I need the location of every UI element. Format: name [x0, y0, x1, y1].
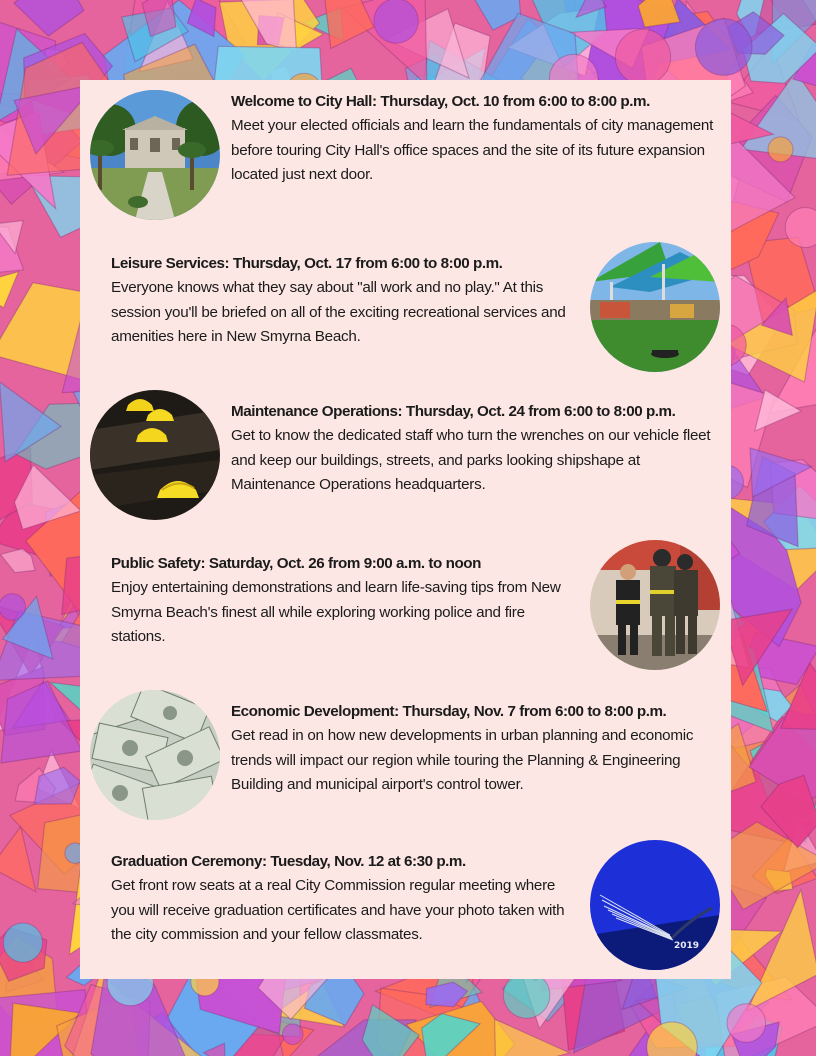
- event-economic-development: [90, 690, 721, 820]
- event-description: Get read in on how new developments in urban planning and economic trends will impact our region while touring the Planning & Engineering Building and municipal airport's control tower.: [231, 727, 694, 794]
- glass-circle: [374, 0, 418, 43]
- glass-circle: [3, 923, 42, 962]
- hard-hats-photo: [90, 390, 220, 520]
- graduation-cap-tassel-photo: [590, 840, 720, 970]
- event-description: Get to know the dedicated staff who turn the wrenches on our vehicle fleet and keep our buildings, streets, and parks looking shipshape at Maintenance Operations headquarters.: [231, 427, 711, 494]
- event-title: Welcome to City Hall: Thursday, Oct. 10 from 6:00 to 8:00 p.m.: [231, 93, 650, 110]
- event-title: Leisure Services: Thursday, Oct. 17 from 6:00 to 8:00 p.m.: [111, 255, 503, 272]
- glass-circle: [695, 19, 752, 76]
- glass-circle: [727, 1004, 766, 1043]
- dollar-bills-photo: [90, 690, 220, 820]
- glass-circle: [283, 1024, 304, 1045]
- glass-circle: [0, 594, 26, 621]
- glass-circle: [615, 29, 670, 84]
- event-public-safety: [111, 540, 721, 670]
- tassel-year: 2019: [674, 941, 700, 951]
- event-leisure-services: [111, 242, 721, 372]
- city-hall-photo: [90, 90, 220, 220]
- glass-shard: [638, 0, 680, 27]
- event-title: Economic Development: Thursday, Nov. 7 from 6:00 to 8:00 p.m.: [231, 703, 667, 720]
- firefighters-photo: [590, 540, 720, 670]
- schedule-card: [80, 80, 731, 979]
- glass-circle: [768, 137, 793, 162]
- event-description: Enjoy entertaining demonstrations and learn life-saving tips from New Smyrna Beach's finest all while exploring working police and fire stations.: [111, 579, 561, 646]
- event-city-hall: [90, 90, 721, 220]
- event-maintenance-operations: [90, 390, 721, 520]
- event-title: Public Safety: Saturday, Oct. 26 from 9:00 a.m. to noon: [111, 555, 481, 572]
- event-description: Meet your elected officials and learn the fundamentals of city management before touring City Hall's office spaces and the site of its future expansion located just next door.: [231, 117, 714, 184]
- event-title: Maintenance Operations: Thursday, Oct. 24 from 6:00 to 8:00 p.m.: [231, 403, 676, 420]
- playground-shade-sails-photo: [590, 242, 720, 372]
- event-graduation-ceremony: [111, 840, 721, 970]
- event-title: Graduation Ceremony: Tuesday, Nov. 12 at 6:30 p.m.: [111, 853, 466, 870]
- event-description: Everyone knows what they say about "all work and no play." At this session you'll be briefed on all of the exciting recreational services and amenities here in New Smyrna Beach.: [111, 279, 566, 346]
- event-description: Get front row seats at a real City Commission regular meeting where you will receive graduation certificates and have your photo taken with the city commission and your fellow classmates.: [111, 877, 565, 944]
